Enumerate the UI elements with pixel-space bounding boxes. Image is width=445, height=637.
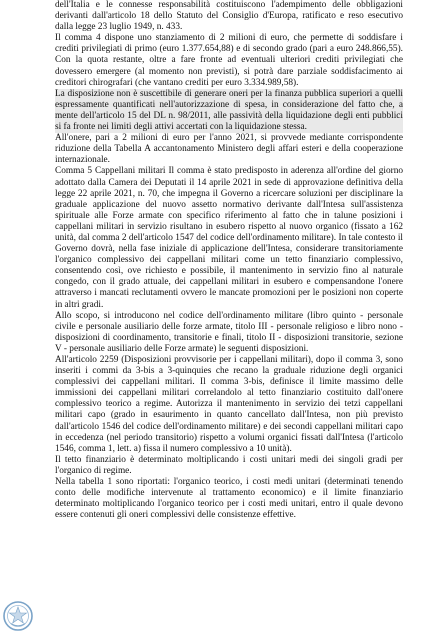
paragraph-comma-5: Comma 5 Cappellani militari Il comma è stato predisposto in aderenza all'ordine del giorno adottato dalla Camera dei Deputati il 14 aprile 2021 in sede di approvazione definitiva della legge 22 aprile 2021, n. 70, che impegna il Governo a ricercare soluzioni per disciplinare la graduale applicazione del nuovo assetto normativo derivante dall'Intesa sull'assistenza spirituale alle Forze armate con specifico riferimento al fatto che in talune posizioni i cappellani militari in servizio risultano in esubero rispetto al nuovo organico (fissato a 162 unità, dal comma 2 dell'articolo 1547 del codice dell'ordinamento militare). In tale contesto il Governo dovrà, nella fase iniziale di applicazione dell'Intesa, considerare transitoriamente l'organico complessivo dei cappellani militari come un tetto finanziario complessivo, consentendo così, ove richiesto e possibile, il mantenimento in servizio fino al naturale congedo, con il grado attuale, dei cappellani militari in esubero e compensandone l'onere attraverso i mancati reclutamenti ovvero le mancate promozioni per le posizioni non coperte in altri gradi. (55, 166, 403, 310)
paragraph-no-additional-burden: La disposizione non è suscettibile di generare oneri per la finanza pubblica superiori a quelli espressamente quantificati nell'autorizzazione di spesa, in considerazione del fatto che, a mente dell'articolo 15 del DL n. 98/2011, alle passività della liquidazione degli enti pubblici si fa fronte nei limiti degli attivi accertati con la liquidazione stessa. (55, 88, 403, 133)
paragraph-table-1: Nella tabella 1 sono riportati: l'organico teorico, i costi medi unitari (determinati tenendo conto delle modifiche intervenute al trattamento economico) e il limite finanziario determinato moltiplicando l'organico teorico per i costi medi unitari, entro il quale devono essere contenuti gli oneri complessivi delle consistenze effettive. (55, 477, 403, 521)
seal-icon (2, 600, 34, 632)
paragraph-funding: All'onere, pari a 2 milioni di euro per l'anno 2021, si provvede mediante corrispondente riduzione della Tabella A accantonamento Ministero degli affari esteri e della cooperazione internazionale. (55, 133, 403, 166)
paragraph-financial-ceiling: Il tetto finanziario è determinato moltiplicando i costi unitari medi dei singoli gradi per l'organico di regime. (55, 454, 403, 476)
paragraph-article-2259: All'articolo 2259 (Disposizioni provvisorie per i cappellani militari), dopo il comma 3, sono inseriti i commi da 3-bis a 3-quinquies che recano la graduale riduzione degli organici complessivi dei cappellani militari. Il comma 3-bis, definisce il limite massimo delle immissioni dei cappellani militari correlandolo al tetto finanziario costituito dall'onere complessivo teorico a regime. Autorizza il mantenimento in servizio dei tetzi cappellani militari capo (grado in esaurimento in quanto cancellato dall'Intesa, non più previsto dall'articolo 1546 del codice dell'ordinamento militare) e dei secondi cappellani militari capo in eccedenza (nel periodo transitorio) rispetto a volumi organici fissati dall'Intesa (l'articolo 1546, comma 1, lett. a) fissa il numero complessivo a 10 unità). (55, 355, 403, 454)
paragraph-article-18: dell'Italia e le connesse responsabilità costituiscono l'adempimento delle obbligazioni derivanti dall'articolo 18 dello Statuto del Consiglio d'Europa, ratificato e reso esecutivo dalla legge 23 luglio 1949, n. 433. (55, 0, 403, 33)
paragraph-comma-4: Il comma 4 dispone uno stanziamento di 2 milioni di euro, che permette di soddisfare i crediti privilegiati di primo (euro 1.377.654,88) e di secondo grado (pari a euro 248.866,55). Con la quota restante, oltre a fare fronte ad eventuali ulteriori crediti privilegiati che dovessero emergere (al momento non previsti), si potrà dare parziale soddisfacimento ai creditori chirografari (che vantano crediti per euro 3.334.989,58). (55, 33, 403, 88)
paragraph-code-provisions: Allo scopo, si introducono nel codice dell'ordinamento militare (libro quinto - personale civile e personale ausiliario delle forze armate, titolo III - personale religioso e libro nono - disposizioni di coordinamento, transitorie e finali, titolo II - disposizioni transitorie, sezione V - personale ausiliario delle Forze armate) le seguenti disposizioni. (55, 310, 403, 354)
document-body (55, 0, 403, 521)
